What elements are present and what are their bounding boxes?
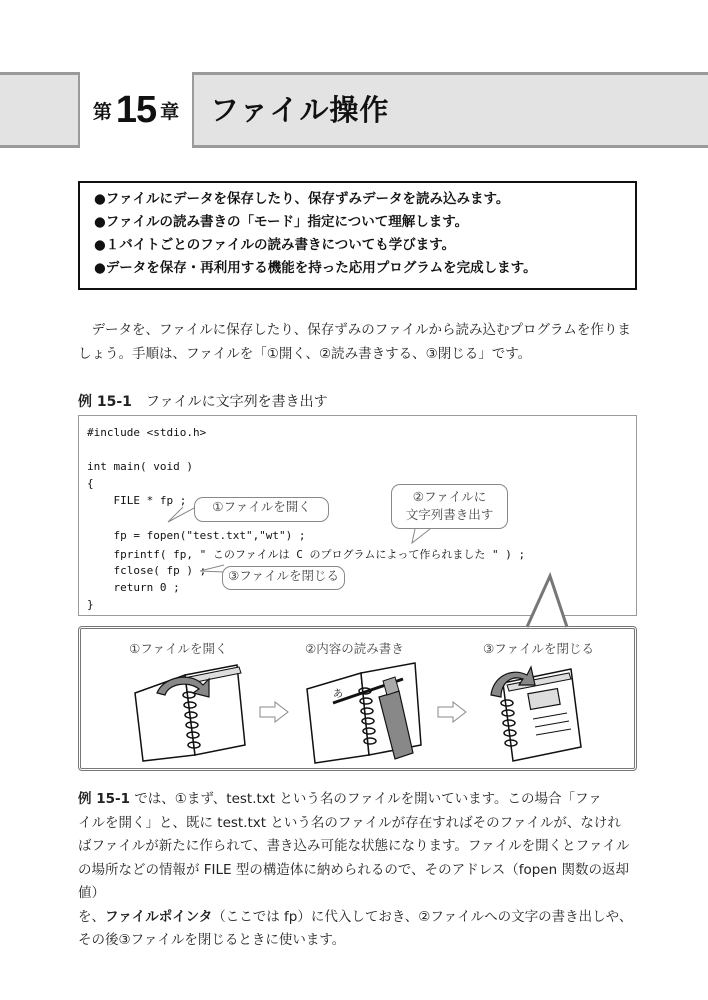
goal-item: ●ファイルの読み書きの「モード」指定について理解します。 — [94, 214, 469, 230]
figure-step2-label: ②内容の読み書き — [305, 641, 404, 656]
arrow-right-icon — [259, 701, 289, 723]
code-line: fprintf( fp, " このファイルは C のプログラムによって作られました " ) ; — [87, 548, 526, 561]
code-line: fclose( fp ) ; — [87, 564, 207, 577]
code-line: fp = fopen("test.txt","wt") ; — [87, 529, 306, 542]
code-line: FILE * fp ; — [87, 494, 187, 507]
callout-write — [391, 484, 508, 529]
code-line: return 0 ; — [87, 581, 180, 594]
callout-open-tail — [168, 507, 196, 522]
goal-item: ●ファイルにデータを保存したり、保存ずみデータを読み込みます。 — [94, 191, 510, 207]
chapter-prefix: 第 — [92, 100, 112, 123]
explanation-paragraph — [78, 788, 638, 953]
body-line: 例 15-1 では、①まず、test.txt という名のファイルを開いています。この場合「ファ — [78, 791, 602, 807]
example-label: 例 15-1 — [78, 394, 132, 410]
chapter-suffix: 章 — [160, 100, 180, 123]
callout-close: ③ファイルを閉じる — [222, 566, 345, 590]
code-line: { — [87, 477, 94, 490]
callout-write-line1: ②ファイルに — [412, 489, 487, 504]
callout-write-tail — [412, 529, 430, 543]
closed-notebook-icon — [483, 661, 593, 765]
callout-write-line2: 文字列書き出す — [405, 507, 494, 522]
chapter-title: ファイル操作 — [210, 93, 390, 127]
open-notebook-icon — [129, 663, 254, 763]
intro-line: データを、ファイルに保存したり、保存ずみのファイルから読み込むプログラムを作りま — [78, 322, 631, 338]
chapter-number: 15 — [115, 88, 157, 131]
body-line: ばファイルが新たに作られて、書き込み可能な状態になります。ファイルを開くとファイル — [78, 838, 630, 854]
callout-close-tail — [200, 565, 224, 572]
file-steps-figure — [78, 626, 637, 771]
example-ref: 例 15-1 — [78, 791, 130, 807]
term-file-pointer: ファイルポインタ — [105, 908, 213, 925]
arrow-right-icon — [437, 701, 467, 723]
figure-step3-label: ③ファイルを閉じる — [483, 641, 594, 656]
intro-line: しょう。手順は、ファイルを「①開く、②読み書きする、③閉じる」です。 — [78, 345, 532, 362]
page-char: あ — [333, 689, 343, 700]
figure-step1-label: ①ファイルを開く — [129, 641, 228, 656]
code-line: int main( void ) — [87, 460, 193, 473]
code-line: #include <stdio.h> — [87, 426, 207, 439]
body-line: その後③ファイルを閉じるときに使います。 — [78, 932, 346, 948]
code-line: } — [87, 598, 94, 611]
callout-open: ①ファイルを開く — [194, 497, 329, 522]
goal-item: ●データを保存・再利用する機能を持った応用プログラムを完成します。 — [94, 260, 537, 276]
read-write-notebook-icon — [303, 659, 428, 767]
body-line: の場所などの情報が FILE 型の構造体に納められるので、そのアドレス（fopen 関数の返却値） — [78, 861, 629, 901]
goal-item: ●１バイトごとのファイルの読み書きについても学びます。 — [94, 237, 456, 253]
example-caption: ファイルに文字列を書き出す — [145, 394, 328, 410]
body-line: を、ファイルポインタ（ここでは fp）に代入しておき、②ファイルへの文字の書き出しや、 — [78, 908, 633, 925]
body-line: イルを開く」と、既に test.txt という名のファイルが存在すればそのファイルが、なけれ — [78, 814, 621, 831]
